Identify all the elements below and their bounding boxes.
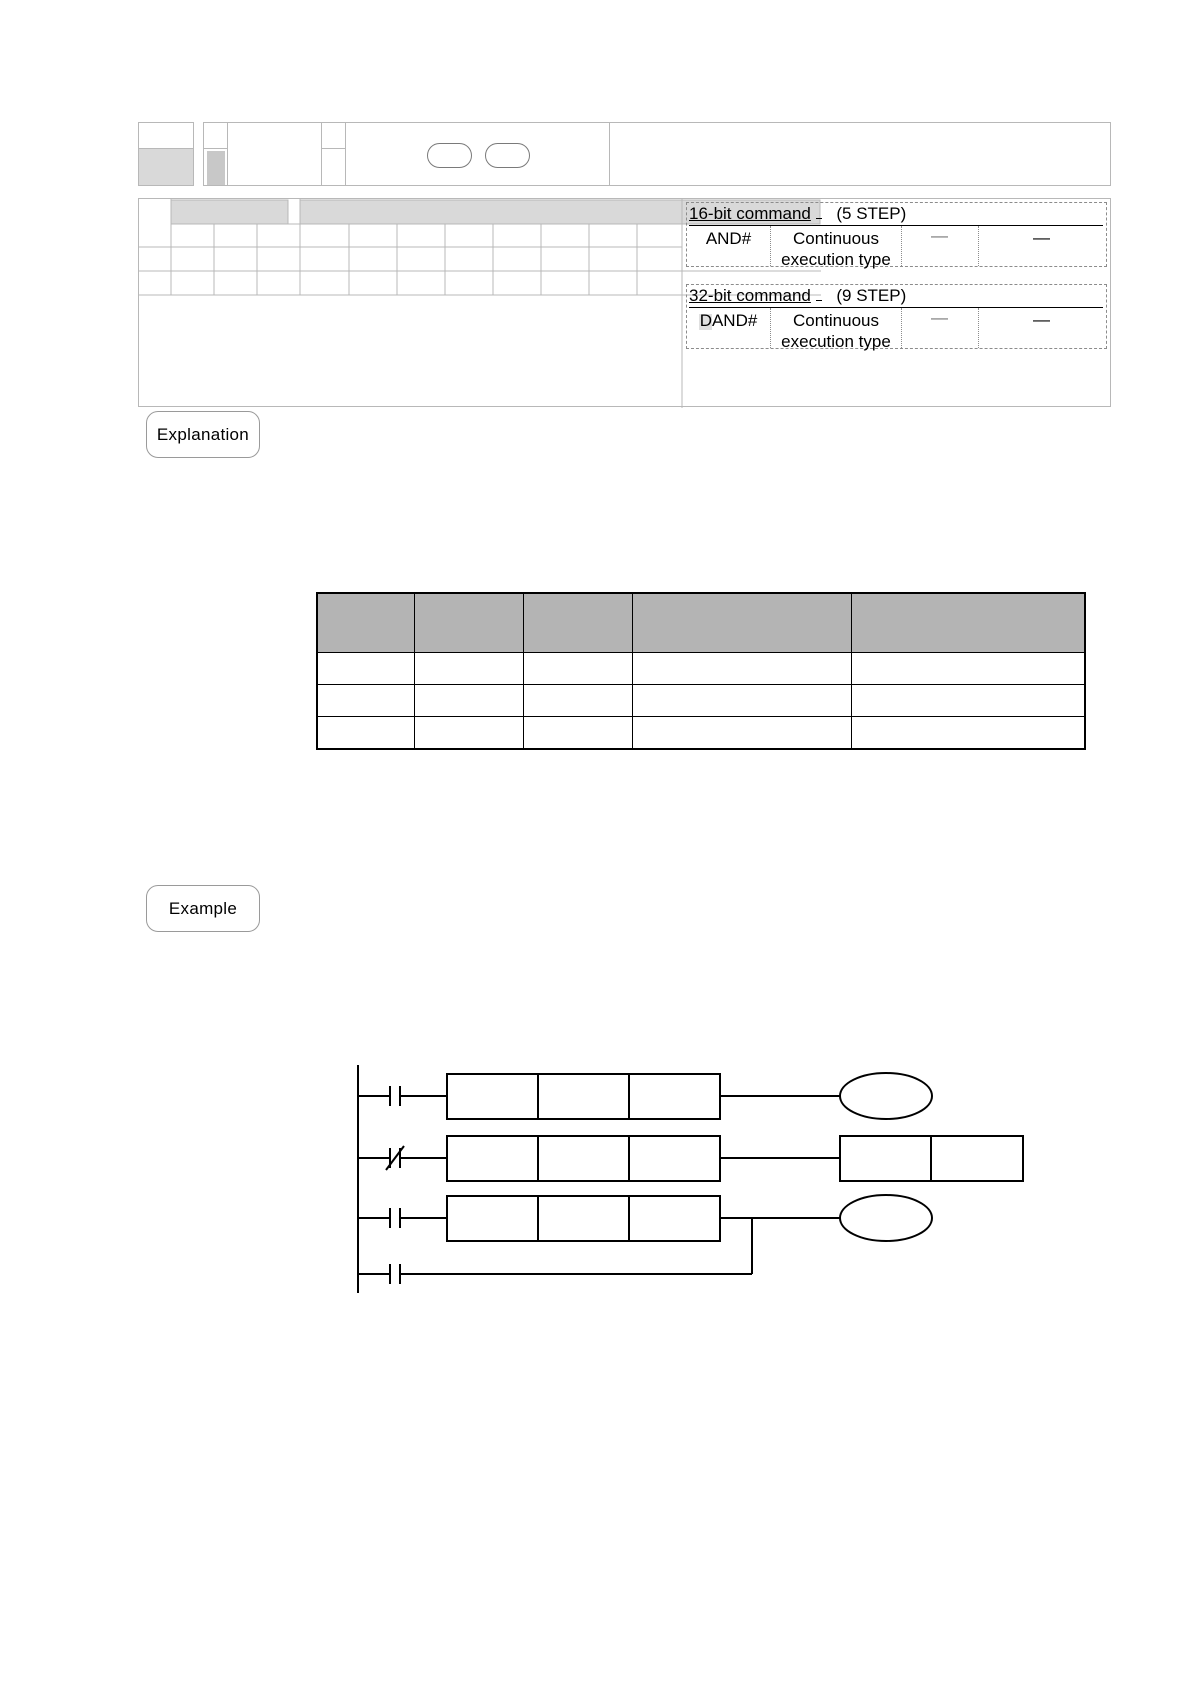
operation-table-header (317, 593, 1085, 653)
device-panel (138, 198, 1111, 407)
cmd32-type (771, 310, 901, 352)
mnemonic-box (203, 122, 346, 186)
rung-1 (358, 1073, 932, 1119)
operands-box (345, 122, 610, 186)
table-cell (633, 717, 852, 750)
cmd16-step: (5 STEP) (836, 204, 907, 223)
cmd32-flag: — (1033, 310, 1050, 329)
cmd32-step: (9 STEP) (836, 286, 907, 305)
compare-block-3 (447, 1196, 720, 1241)
explanation-badge (146, 411, 260, 458)
table-cell (524, 717, 633, 750)
ladder-diagram (330, 1055, 1050, 1295)
op-header-cell-4 (633, 593, 852, 653)
cmd16-pulse: — (931, 226, 948, 245)
cmd32-mnemonic: DAND# (699, 311, 758, 330)
output-coil-1 (840, 1073, 932, 1119)
mnemonic-right-divider (321, 148, 345, 149)
rung-4-parallel (358, 1218, 752, 1284)
instruction-header (0, 0, 1190, 200)
table-cell (317, 653, 415, 685)
cmd16-title-pad (816, 218, 822, 219)
mnemonic-right-col (321, 123, 345, 185)
cmd32-pulse: — (931, 308, 948, 327)
op-header-cell-1 (317, 593, 415, 653)
cmd16-block (686, 202, 1107, 267)
table-cell (415, 685, 524, 717)
explanation-label: Explanation (156, 424, 250, 444)
cmd16-title-row (689, 204, 1099, 226)
table-cell (524, 685, 633, 717)
operand-s1-pill (427, 143, 472, 168)
operand-s2-pill (485, 143, 530, 168)
cmd32-rule (689, 307, 1103, 308)
cmd16-type (771, 228, 901, 270)
output-coil-3 (840, 1195, 932, 1241)
table-cell (633, 653, 852, 685)
api-number-box (138, 122, 194, 186)
cmd32-block (686, 284, 1107, 349)
table-cell (415, 653, 524, 685)
cmd32-type-line2: execution type (781, 332, 891, 351)
table-cell (524, 653, 633, 685)
table-row (317, 685, 1085, 717)
table-cell (317, 717, 415, 750)
cmd16-flag: — (1033, 228, 1050, 247)
mnemonic-flag-shade (207, 151, 225, 185)
compare-block-2 (447, 1136, 720, 1181)
table-cell (633, 685, 852, 717)
op-header-cell-3 (524, 593, 633, 653)
cmd16-type-line2: execution type (781, 250, 891, 269)
op-header-cell-2 (415, 593, 524, 653)
op-header-cell-5 (852, 593, 1086, 653)
rung-2 (358, 1136, 1023, 1181)
table-row (317, 653, 1085, 685)
cmd16-type-line1: Continuous (792, 229, 879, 248)
cmd16-rule (689, 225, 1103, 226)
cmd32-title: 32-bit command (689, 286, 811, 305)
cmd32-title-pad (816, 300, 822, 301)
cmd16-mnemonic: AND# (705, 229, 752, 248)
table-cell (317, 685, 415, 717)
example-label: Example (168, 898, 238, 918)
cmd32-title-row (689, 286, 1099, 308)
table-row (317, 717, 1085, 750)
table-cell (852, 653, 1086, 685)
operation-table (316, 592, 1086, 750)
cmd16-title: 16-bit command (689, 204, 811, 223)
table-cell (415, 717, 524, 750)
mnemonic-flag-divider (204, 148, 228, 149)
api-divider (139, 148, 193, 149)
rung-3 (358, 1195, 932, 1241)
function-box (609, 122, 1111, 186)
table-cell (852, 717, 1086, 750)
cmd32-type-line1: Continuous (792, 311, 879, 330)
compare-block-1 (447, 1074, 720, 1119)
api-number-shade (139, 149, 193, 185)
table-cell (852, 685, 1086, 717)
example-badge (146, 885, 260, 932)
